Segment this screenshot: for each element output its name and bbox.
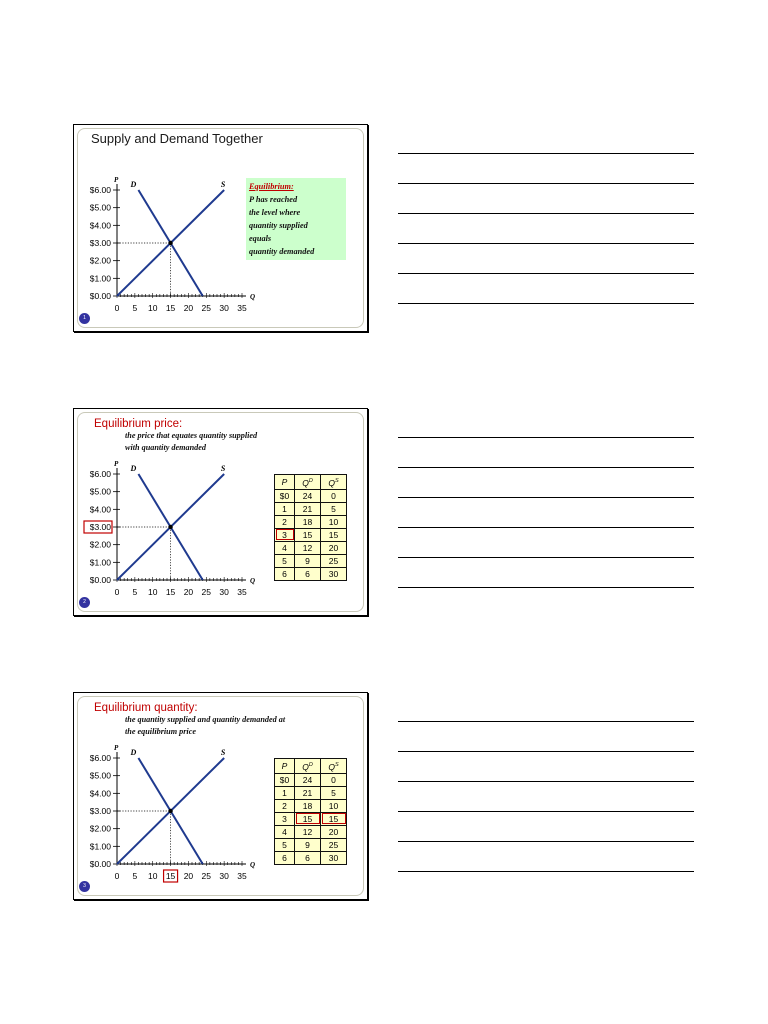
table-row [275,567,347,580]
x-tick-label: 15 [165,587,176,597]
header-superscript: S [334,478,339,484]
y-tick-label: $4.00 [89,504,111,515]
x-axis-label: Q [250,293,256,301]
x-tick-label: 30 [219,303,229,313]
table-cell: 5 [275,838,295,851]
table-header-row [275,475,347,490]
x-tick-label: 30 [219,587,229,597]
table-row [275,528,347,541]
subtitle-line: the price that equates quantity supplied [125,431,258,440]
header-superscript: S [334,762,339,768]
table-row [275,489,347,502]
note-line [398,437,694,438]
x-tick-label: 10 [147,587,158,597]
note-line [398,841,694,842]
y-axis-label: P [114,744,119,752]
x-tick-label: 15 [165,303,176,313]
table-cell: 3 [275,528,295,541]
y-tick-label: $6.00 [89,185,111,195]
slide-title: Equilibrium quantity: [94,702,198,714]
x-tick-label: 20 [183,587,194,597]
table-cell: 30 [321,851,347,864]
table-cell: 1 [275,786,295,799]
table-cell: 12 [295,825,321,838]
note-line [398,527,694,528]
table-cell: 0 [321,489,347,502]
x-tick-label: 0 [114,587,120,597]
table-cell: 15 [295,528,321,541]
x-tick-label: 35 [237,871,247,881]
table-cell: 10 [321,799,347,812]
x-tick-label: 25 [201,871,212,881]
note-line [398,811,694,812]
y-tick-label: $6.00 [89,469,111,479]
table-cell: 5 [321,502,347,515]
slide-title: Equilibrium price: [94,418,183,430]
slide-2 [73,408,368,616]
table-header-cell: $Q^D$ [295,759,321,774]
table-header-cell: P [275,759,295,774]
note-line [398,497,694,498]
supply-label: S [220,180,226,189]
note-line [398,153,694,154]
demand-label: D [130,464,137,473]
table-row [275,851,347,864]
slide-number-badge: 1 [79,313,90,324]
table-cell: 2 [275,515,295,528]
table-row [275,825,347,838]
y-tick-label: $0.00 [89,859,111,869]
y-tick-label: $5.00 [89,202,111,213]
x-tick-label: 25 [201,587,212,597]
x-tick-label: 35 [237,303,247,313]
equilibrium-point [168,525,172,529]
table-row [275,812,347,825]
demand-label: D [130,180,137,189]
slide-number-badge: 3 [79,881,90,892]
note-line [398,721,694,722]
table-header-row [275,759,347,774]
x-tick-label: 25 [201,303,212,313]
x-tick-label: 30 [219,871,229,881]
table-cell: 2 [275,799,295,812]
table-row [275,786,347,799]
y-tick-label: $1.00 [89,273,111,284]
table-cell: 18 [295,799,321,812]
subtitle-line: with quantity demanded [125,443,206,452]
subtitle-line: the equilibrium price [125,727,196,736]
y-tick-label: $4.00 [89,220,111,231]
table-cell: 25 [321,554,347,567]
schedule-table [274,474,347,581]
table-header-cell: $Q^D$ [295,475,321,490]
table-cell: 9 [295,554,321,567]
y-tick-label: $1.00 [89,557,111,568]
table-cell: 0 [321,773,347,786]
table-header-cell: $Q^S$ [321,475,347,490]
callout-line: P has reached [249,195,298,204]
table-header-cell: P [275,475,295,490]
slide-title: Supply and Demand Together [91,131,263,146]
table-row [275,515,347,528]
table-row [275,838,347,851]
slide-number-badge: 2 [79,597,90,608]
x-tick-label: 20 [183,303,194,313]
table-cell: 21 [295,502,321,515]
demand-label: D [130,748,137,757]
x-tick-label: 5 [132,587,138,597]
table-row [275,554,347,567]
table-cell: 5 [321,786,347,799]
table-cell: 15 [321,528,347,541]
y-tick-label: $2.00 [89,823,111,834]
x-tick-label: 35 [237,587,247,597]
y-tick-label: $6.00 [89,753,111,763]
x-tick-label: 5 [132,871,138,881]
y-tick-label: $2.00 [89,255,111,266]
y-tick-label: $3.00 [89,238,111,248]
x-tick-label: 5 [132,303,138,313]
table-row [275,502,347,515]
note-line [398,303,694,304]
note-line [398,751,694,752]
subtitle-line: the quantity supplied and quantity demanded at [125,715,286,724]
note-line [398,213,694,214]
y-axis-label: P [114,176,119,184]
table-cell: 9 [295,838,321,851]
x-axis-label: Q [250,861,256,869]
table-cell: 20 [321,541,347,554]
y-tick-label: $5.00 [89,770,111,781]
note-line [398,243,694,244]
table-cell: 24 [295,773,321,786]
table-cell: 10 [321,515,347,528]
y-tick-label: $5.00 [89,486,111,497]
callout-line: the level where [249,208,301,217]
supply-label: S [220,748,226,757]
slide-1 [73,124,368,332]
note-line [398,587,694,588]
table-cell: 20 [321,825,347,838]
x-tick-label: 15 [165,871,176,881]
schedule-table [274,758,347,865]
x-tick-label: 0 [114,303,120,313]
table-cell: 12 [295,541,321,554]
table-cell: 6 [275,851,295,864]
y-tick-label: $1.00 [89,841,111,852]
x-axis-label: Q [250,577,256,585]
header-superscript: D [308,478,313,484]
callout-line: quantity supplied [249,221,308,230]
y-tick-label: $3.00 [89,806,111,816]
y-tick-label: $3.00 [89,522,111,532]
table-cell: 18 [295,515,321,528]
table-cell: $0 [275,489,295,502]
callout-line: equals [249,234,272,243]
table-header-cell: $Q^S$ [321,759,347,774]
equilibrium-callout [246,178,346,260]
note-line [398,557,694,558]
table-cell: 24 [295,489,321,502]
table-cell: 21 [295,786,321,799]
table-cell: 6 [295,567,321,580]
table-cell: 4 [275,541,295,554]
y-axis-label: P [114,460,119,468]
table-row [275,773,347,786]
supply-label: S [220,464,226,473]
note-line [398,871,694,872]
note-line [398,273,694,274]
y-tick-label: $2.00 [89,539,111,550]
table-cell: 5 [275,554,295,567]
y-tick-label: $0.00 [89,575,111,585]
table-cell: 1 [275,502,295,515]
table-cell: 6 [295,851,321,864]
table-cell: 15 [321,812,347,825]
callout-heading: Equilibrium: [249,182,294,191]
table-cell: 25 [321,838,347,851]
note-line [398,781,694,782]
x-tick-label: 0 [114,871,120,881]
note-line [398,467,694,468]
table-row [275,799,347,812]
table-cell: 30 [321,567,347,580]
y-tick-label: $4.00 [89,788,111,799]
callout-line: quantity demanded [249,247,315,256]
note-line [398,183,694,184]
x-tick-label: 10 [147,871,158,881]
equilibrium-point [168,241,172,245]
table-cell: 4 [275,825,295,838]
equilibrium-point [168,809,172,813]
table-cell: 6 [275,567,295,580]
table-row [275,541,347,554]
table-cell: $0 [275,773,295,786]
y-tick-label: $0.00 [89,291,111,301]
table-cell: 15 [295,812,321,825]
x-tick-label: 20 [183,871,194,881]
table-cell: 3 [275,812,295,825]
header-superscript: D [308,762,313,768]
slide-3 [73,692,368,900]
x-tick-label: 10 [147,303,158,313]
